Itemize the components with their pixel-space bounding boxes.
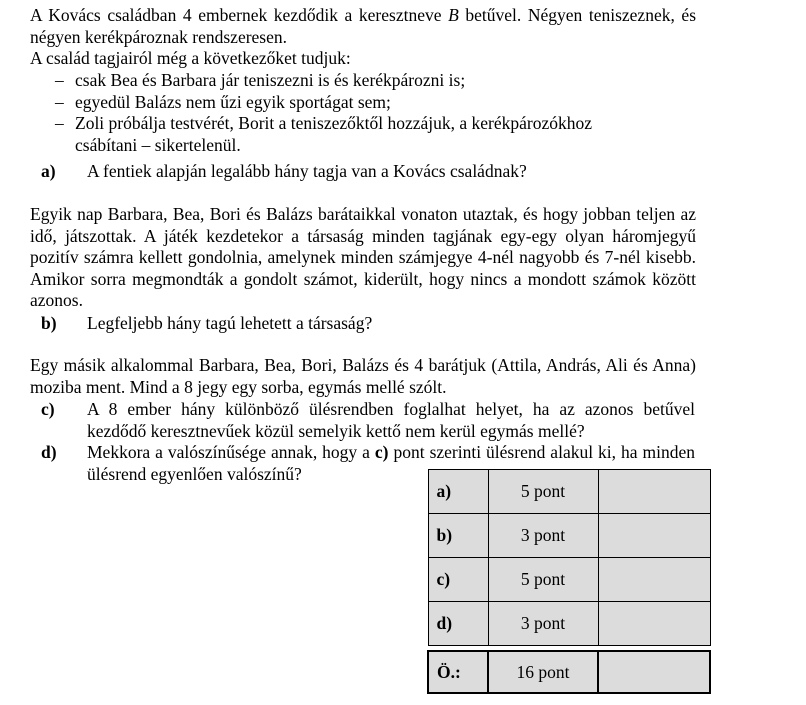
question-ref: c) (374, 442, 389, 462)
dash-bullet: – (55, 70, 64, 90)
table-row (428, 602, 710, 646)
question-label: b) (41, 313, 57, 333)
cinema-paragraph: Egy másik alkalommal Barbara, Bea, Bori, Balázs és 4 barátjuk (Attila, András, Ali és Anna) moziba ment. Mind a 8 jegy egy sorba, egymás mellé szólt. (30, 355, 696, 397)
points-cell: 3 pont (488, 602, 598, 646)
question-text-part: Mekkora a valószínűsége annak, hogy a (87, 442, 375, 462)
earned-cell[interactable] (598, 558, 710, 602)
total-label-cell: Ö.: (428, 651, 488, 693)
total-row (428, 651, 710, 693)
earned-cell[interactable] (598, 602, 710, 646)
points-cell: 5 pont (488, 558, 598, 602)
question-label: d) (41, 442, 57, 462)
question-text: Legfeljebb hány tagú lehetett a társaság? (87, 313, 373, 333)
list-item-text: Zoli próbálja testvérét, Borit a teniszezőktől hozzájuk, a kerékpározókhoz csábítani – sikertelenül. (75, 113, 593, 155)
table-row (428, 470, 710, 514)
intro-line2: A család tagjairól még a következőket tudjuk: (30, 48, 351, 68)
list-item-text: csak Bea és Barbara jár teniszezni is és kerékpározni is; (75, 70, 466, 90)
total-points-cell: 16 pont (488, 651, 598, 693)
part-cell: c) (428, 558, 488, 602)
part-cell: a) (428, 470, 488, 514)
part-cell: d) (428, 602, 488, 646)
earned-cell[interactable] (598, 514, 710, 558)
list-item (55, 92, 695, 114)
intro-paragraph (30, 5, 696, 70)
dash-bullet: – (55, 113, 64, 133)
dash-bullet: – (55, 91, 64, 112)
list-item (55, 70, 695, 92)
intro-text-cont: betűvel. Négyen teniszeznek, és négyen kerékpároznak rendszeresen. (30, 5, 696, 47)
train-paragraph: Egyik nap Barbara, Bea, Bori és Balázs barátaikkal vonaton utaztak, és hogy jobban teljen az idő, játszottak. A játék kezdetekor a társaság minden tagjának egy-egy olyan háromjegyű pozitív számra kellett gondolnia, amelynek minden számjegye 4-nél nagyobb és 7-nél kisebb. Amikor sorra megmondták a gondolt számot, kiderült, hogy nincs a mondott számok között azonos. (30, 204, 696, 310)
total-earned-cell[interactable] (598, 651, 710, 693)
earned-cell[interactable] (598, 470, 710, 514)
question-label: a) (41, 161, 56, 181)
intro-text: A Kovács családban 4 embernek kezdődik a keresztneve (30, 5, 449, 25)
list-item-text: egyedül Balázs nem űzi egyik sportágat sem; (75, 91, 391, 112)
table-row (428, 514, 710, 558)
fact-list (55, 70, 695, 156)
part-cell: b) (428, 514, 488, 558)
question-text-part: pont szerinti ülésrend alakul ki, ha minden ülésrend egyenlően valószínű? (87, 442, 695, 484)
table-row (428, 558, 710, 602)
question-text: A 8 ember hány különböző ülésrendben foglalhat helyet, ha az azonos betűvel kezdődő keresztnevűek közül semelyik kettő nem kerül egymás mellé? (87, 399, 695, 441)
question-label: c) (41, 399, 55, 419)
list-item (55, 113, 695, 156)
question-text: A fentiek alapján legalább hány tagja van a Kovács családnak? (87, 161, 527, 181)
score-table (427, 469, 711, 694)
letter-b: B (448, 5, 459, 25)
points-cell: 3 pont (488, 514, 598, 558)
points-cell: 5 pont (488, 470, 598, 514)
